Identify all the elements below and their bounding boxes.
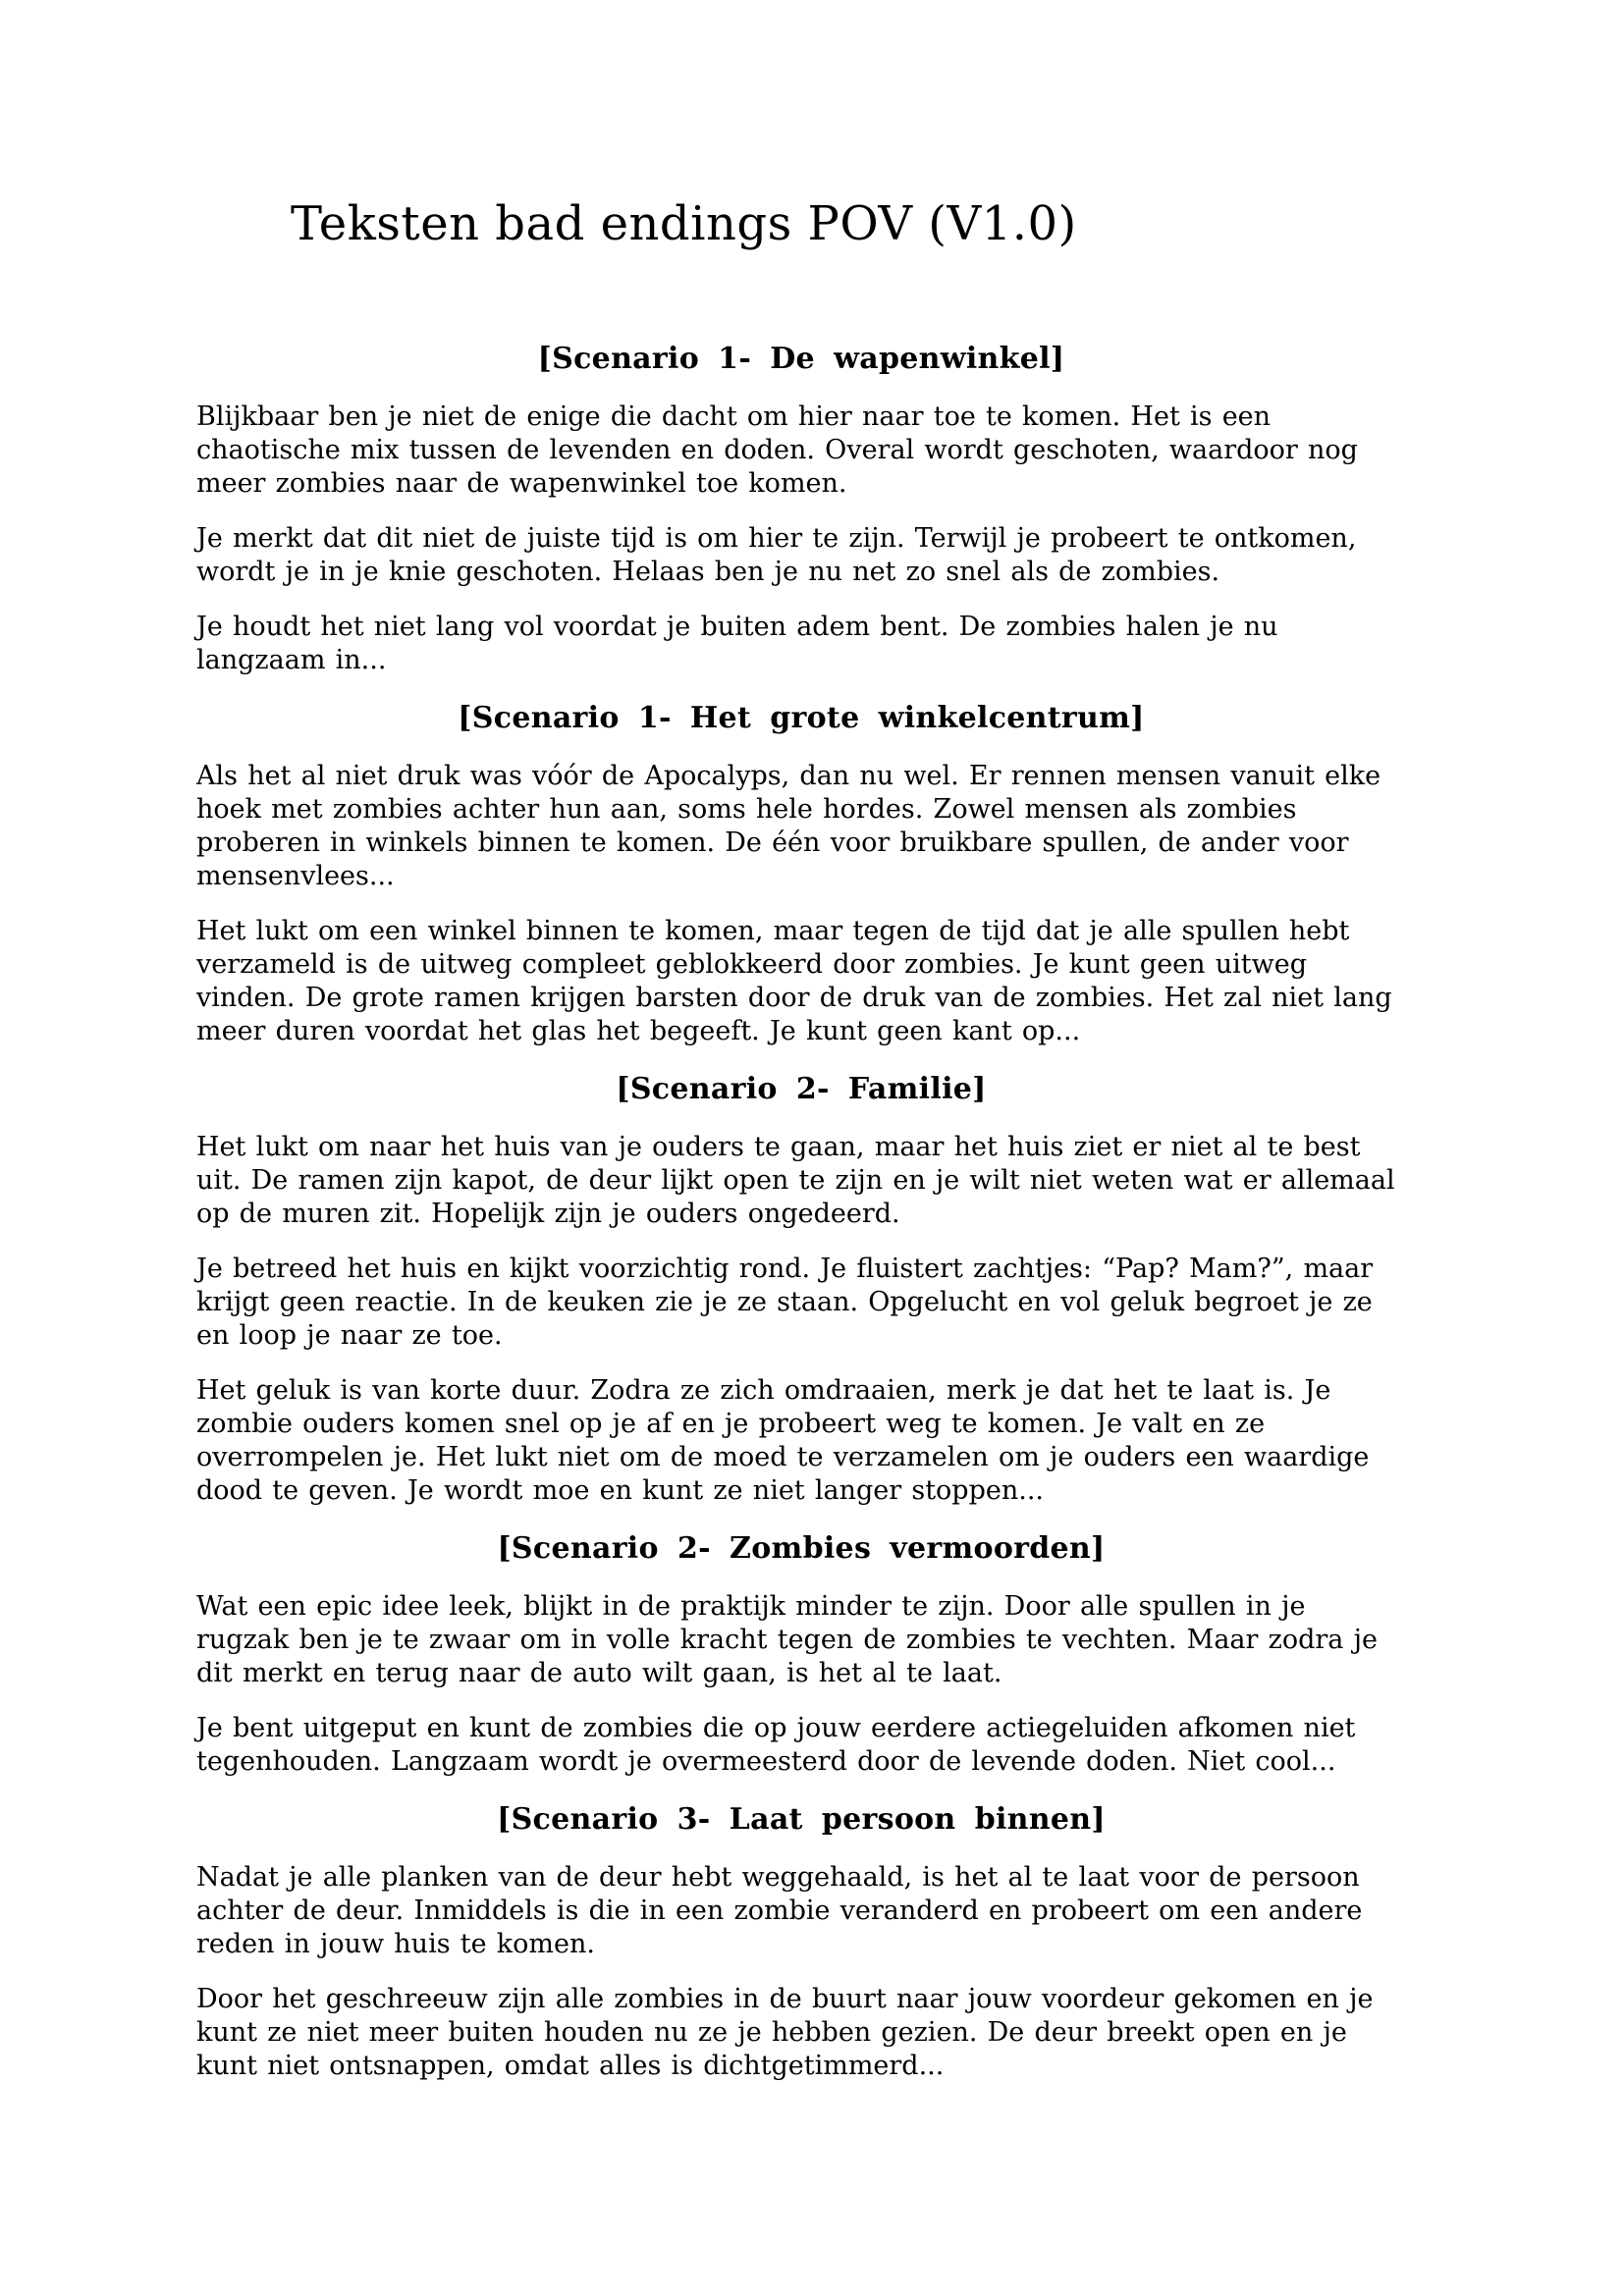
section-heading: [Scenario 1- De wapenwinkel] [537,342,1065,376]
section-heading: [Scenario 2- Zombies vermoorden] [497,1531,1106,1566]
section-scenario-2-familie [196,1070,1406,1508]
section-heading: [Scenario 3- Laat persoon binnen] [497,1802,1106,1837]
paragraph: Het lukt om naar het huis van je ouders te gaan, maar het huis ziet er niet al te best uit. De ramen zijn kapot, de deur lijkt open te zijn en je wilt niet weten wat er allemaal op de muren zit. Hopelijk zijn je ouders ongedeerd. [196,1132,1395,1229]
paragraph: Als het al niet druk was vóór de Apocalyps, dan nu wel. Er rennen mensen vanuit elke hoek met zombies achter hun aan, soms hele hordes. Zowel mensen als zombies proberen in winkels binnen te komen. De één voor bruikbare spullen, de ander voor mensenvlees... [196,761,1381,891]
document-title: Teksten bad endings POV (V1.0) [291,196,1077,251]
paragraph: Het lukt om een winkel binnen te komen, maar tegen de tijd dat je alle spullen hebt verzameld is de uitweg compleet geblokkeerd door zombies. Je kunt geen uitweg vinden. De grote ramen krijgen barsten door de druk van de zombies. Het zal niet lang meer duren voordat het glas het begeeft. Je kunt geen kant op... [196,916,1392,1046]
section-heading: [Scenario 2- Familie] [616,1072,987,1106]
paragraph: Je merkt dat dit niet de juiste tijd is om hier te zijn. Terwijl je probeert te ontkomen, wordt je in je knie geschoten. Helaas ben je nu net zo snel als de zombies. [196,523,1357,587]
paragraph: Het geluk is van korte duur. Zodra ze zich omdraaien, merk je dat het te laat is. Je zombie ouders komen snel op je af en je probeert weg te komen. Je valt en ze overrompelen je. Het lukt niet om de moed te verzamelen om je ouders een waardige dood te geven. Je wordt moe en kunt ze niet langer stoppen... [196,1375,1370,1506]
paragraph: Nadat je alle planken van de deur hebt weggehaald, is het al te laat voor de persoon achter de deur. Inmiddels is die in een zombie veranderd en probeert om een andere reden in jouw huis te komen. [196,1862,1363,1959]
section-scenario-3-laat-persoon-binnen [196,1800,1406,2083]
section-heading: [Scenario 1- Het grote winkelcentrum] [458,701,1145,735]
paragraph: Je houdt het niet lang vol voordat je buiten adem bent. De zombies halen je nu langzaam in... [196,612,1278,675]
section-scenario-1-het-grote-winkelcentrum [196,699,1406,1048]
paragraph: Je betreed het huis en kijkt voorzichtig rond. Je fluistert zachtjes: “Pap? Mam?”, maar krijgt geen reactie. In de keuken zie je ze staan. Opgelucht en vol geluk begroet je ze en loop je naar ze toe. [196,1254,1374,1351]
paragraph: Door het geschreeuw zijn alle zombies in de buurt naar jouw voordeur gekomen en je kunt ze niet meer buiten houden nu ze je hebben gezien. De deur breekt open en je kunt niet ontsnappen, omdat alles is dichtgetimmerd... [196,1984,1374,2081]
paragraph: Wat een epic idee leek, blijkt in de praktijk minder te zijn. Door alle spullen in je rugzak ben je te zwaar om in volle kracht tegen de zombies te vechten. Maar zodra je dit merkt en terug naar de auto wilt gaan, is het al te laat. [196,1591,1378,1688]
paragraph: Blijkbaar ben je niet de enige die dacht om hier naar toe te komen. Het is een chaotische mix tussen de levenden en doden. Overal wordt geschoten, waardoor nog meer zombies naar de wapenwinkel toe komen. [196,401,1358,499]
section-scenario-1-de-wapenwinkel [196,340,1406,677]
section-scenario-2-zombies-vermoorden [196,1529,1406,1779]
paragraph: Je bent uitgeput en kunt de zombies die op jouw eerdere actiegeluiden afkomen niet tegenhouden. Langzaam wordt je overmeesterd door de levende doden. Niet cool... [196,1713,1356,1777]
